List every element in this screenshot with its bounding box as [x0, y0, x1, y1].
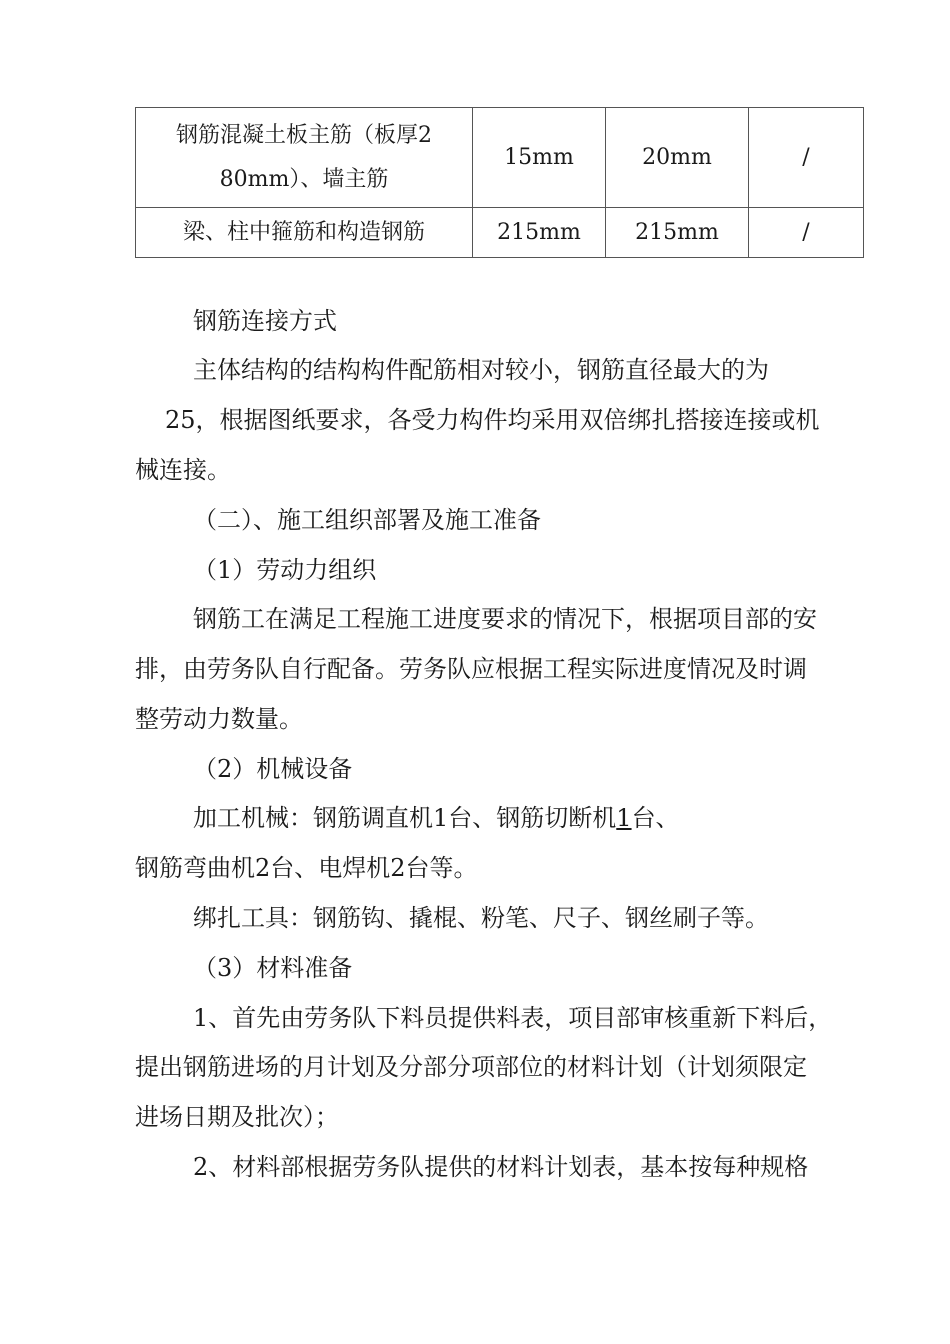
paragraph-line: 2、材料部根据劳务队提供的材料计划表，基本按每种规格 [193, 1153, 809, 1181]
subsection-heading: （1）劳动力组织 [193, 556, 377, 584]
paragraph-line: 1、首先由劳务队下料员提供料表，项目部审核重新下料后， [193, 1004, 833, 1032]
paragraph-line: 钢筋工在满足工程施工进度要求的情况下，根据项目部的安 [193, 605, 817, 633]
table-cell: / [749, 208, 864, 258]
text-span: 台、 [631, 804, 680, 832]
cell-text-line: 80mm）、墙主筋 [219, 166, 389, 192]
paragraph-line: 主体结构的结构构件配筋相对较小，钢筋直径最大的为 [193, 356, 769, 384]
table-cell-item [136, 108, 473, 208]
table-cell-item: 梁、柱中箍筋和构造钢筋 [136, 208, 473, 258]
paragraph-line: 提出钢筋进场的月计划及分部分项部位的材料计划（计划须限定 [135, 1053, 807, 1081]
table-cell: 215mm [606, 208, 749, 258]
text-span: 加工机械：钢筋调直机1台、钢筋切断机 [193, 804, 617, 832]
paragraph-line: 绑扎工具：钢筋钩、撬棍、粉笔、尺子、钢丝刷子等。 [193, 904, 769, 932]
section-heading: （二）、施工组织部署及施工准备 [193, 506, 541, 534]
underlined-number: 1 [616, 804, 632, 832]
paragraph-line: 25，根据图纸要求，各受力构件均采用双倍绑扎搭接连接或机 [165, 406, 820, 434]
table-row [136, 108, 864, 208]
table-cell: 215mm [473, 208, 606, 258]
cell-text-line: 钢筋混凝土板主筋（板厚2 [176, 122, 432, 148]
paragraph-line: 进场日期及批次）； [135, 1103, 339, 1131]
heading-connection-method: 钢筋连接方式 [193, 307, 337, 335]
table-cell: 15mm [473, 108, 606, 208]
rebar-cover-table [135, 107, 864, 258]
table-row [136, 208, 864, 258]
table-cell: / [749, 108, 864, 208]
subsection-heading: （3）材料准备 [193, 954, 353, 982]
paragraph-line [193, 803, 680, 833]
paragraph-line: 钢筋弯曲机2台、电焊机2台等。 [135, 854, 478, 882]
paragraph-line: 械连接。 [135, 456, 231, 484]
paragraph-line: 排，由劳务队自行配备。劳务队应根据工程实际进度情况及时调 [135, 655, 807, 683]
subsection-heading: （2）机械设备 [193, 755, 353, 783]
table-cell: 20mm [606, 108, 749, 208]
paragraph-line: 整劳动力数量。 [135, 705, 303, 733]
